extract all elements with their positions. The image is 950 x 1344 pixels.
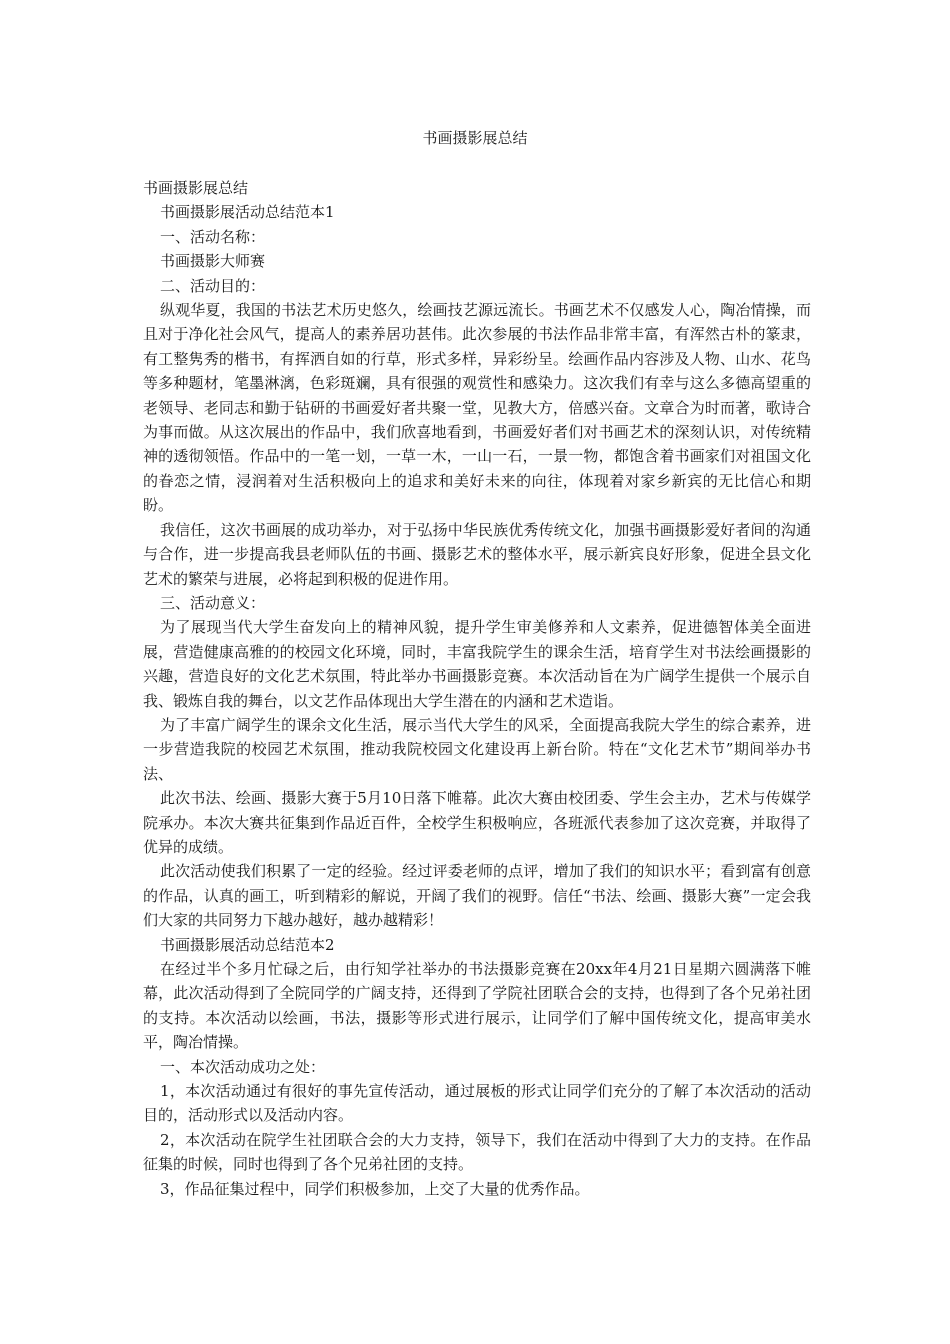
paragraph-competition-result: 此次书法、绘画、摄影大赛于5月10日落下帷幕。此次大赛由校团委、学生会主办，艺术与传媒学院承办。本次大赛共征集到作品近百件，全校学生积极响应，各班派代表参加了这次竞赛，并取得了优异的成绩。 — [143, 789, 811, 856]
paragraph-sample-2-intro: 在经过半个多月忙碌之后，由行知学社举办的书法摄影竞赛在20xx年4月21日星期六圆满落下帷幕，此次活动得到了全院同学的广阔支持，还得到了学院社团联合会的支持，也得到了各个兄弟社团的支持。本次活动以绘画，书法，摄影等形式进行展示，让同学们了解中国传统文化，提高审美水平，陶冶情操。 — [143, 960, 811, 1052]
sample-1-heading: 书画摄影展活动总结范本1 — [160, 203, 335, 222]
paragraph-significance: 为了展现当代大学生奋发向上的精神风貌，提升学生审美修养和人文素养，促进德智体美全面进展，营造健康高雅的的校园文化环境，同时，丰富我院学生的课余生活，培育学生对书法绘画摄影的兴趣，营造良好的文化艺术氛围，特此举办书画摄影竞赛。本次活动旨在为广阔学生提供一个展示自我、锻炼自我的舞台，以文艺作品体现出大学生潜在的内涵和艺术造诣。 — [143, 618, 811, 710]
section-heading-success: 一、本次活动成功之处： — [160, 1057, 326, 1076]
sample-2-heading: 书画摄影展活动总结范本2 — [160, 935, 335, 954]
section-heading-activity-purpose: 二、活动目的： — [160, 276, 266, 295]
paragraph-experience: 此次活动使我们积累了一定的经验。经过评委老师的点评，增加了我们的知识水平；看到富有创意的作品，认真的画工，听到精彩的解说，开阔了我们的视野。信任“书法、绘画、摄影大赛”一定会我们大家的共同努力下越办越好，越办越精彩！ — [143, 862, 811, 930]
document-title: 书画摄影展总结 — [422, 129, 528, 147]
list-item-success-3: 3，作品征集过程中，同学们积极参加，上交了大量的优秀作品。 — [160, 1179, 590, 1198]
section-heading-activity-significance: 三、活动意义： — [160, 593, 266, 612]
paragraph-belief: 我信任，这次书画展的成功举办，对于弘扬中华民族优秀传统文化，加强书画摄影爱好者间的沟通与合作，进一步提高我县老师队伍的书画、摄影艺术的整体水平，展示新宾良好形象，促进全县文化艺术的繁荣与进展，必将起到积极的促进作用。 — [143, 520, 811, 588]
paragraph-cultural-life: 为了丰富广阔学生的课余文化生活，展示当代大学生的风采，全面提高我院大学生的综合素养，进一步营造我院的校园艺术氛围，推动我院校园文化建设再上新台阶。特在“文化艺术节”期间举办书法、 — [143, 715, 811, 783]
list-item-success-1: 1，本次活动通过有很好的事先宣传活动，通过展板的形式让同学们充分的了解了本次活动的活动目的，活动形式以及活动内容。 — [143, 1082, 811, 1125]
body-heading: 书画摄影展总结 — [143, 179, 249, 197]
list-item-success-2: 2，本次活动在院学生社团联合会的大力支持，领导下，我们在活动中得到了大力的支持。在作品征集的时候，同时也得到了各个兄弟社团的支持。 — [143, 1130, 811, 1174]
activity-name-value: 书画摄影大师赛 — [160, 252, 266, 271]
section-heading-activity-name: 一、活动名称： — [160, 227, 266, 246]
document-body — [143, 176, 811, 1201]
paragraph-purpose: 纵观华夏，我国的书法艺术历史悠久，绘画技艺源远流长。书画艺术不仅感发人心，陶冶情操，而且对于净化社会风气，提高人的素养居功甚伟。此次参展的书法作品非常丰富，有浑然古朴的篆隶，有工整隽秀的楷书，有挥洒自如的行草，形式多样，异彩纷呈。绘画作品内容涉及人物、山水、花鸟等多种题材，笔墨淋漓，色彩斑斓，具有很强的观赏性和感染力。这次我们有幸与这么多德高望重的老领导、老同志和勤于钻研的书画爱好者共聚一堂，见教大方，倍感兴奋。文章合为时而著，歌诗合为事而做。从这次展出的作品中，我们欣喜地看到，书画爱好者们对书画艺术的深刻认识，对传统精神的透彻领悟。作品中的一笔一划，一草一木，一山一石，一景一物，都饱含着书画家们对祖国文化的眷恋之情，浸润着对生活积极向上的追求和美好未来的向往，体现着对家乡新宾的无比信心和期盼。 — [143, 301, 811, 515]
